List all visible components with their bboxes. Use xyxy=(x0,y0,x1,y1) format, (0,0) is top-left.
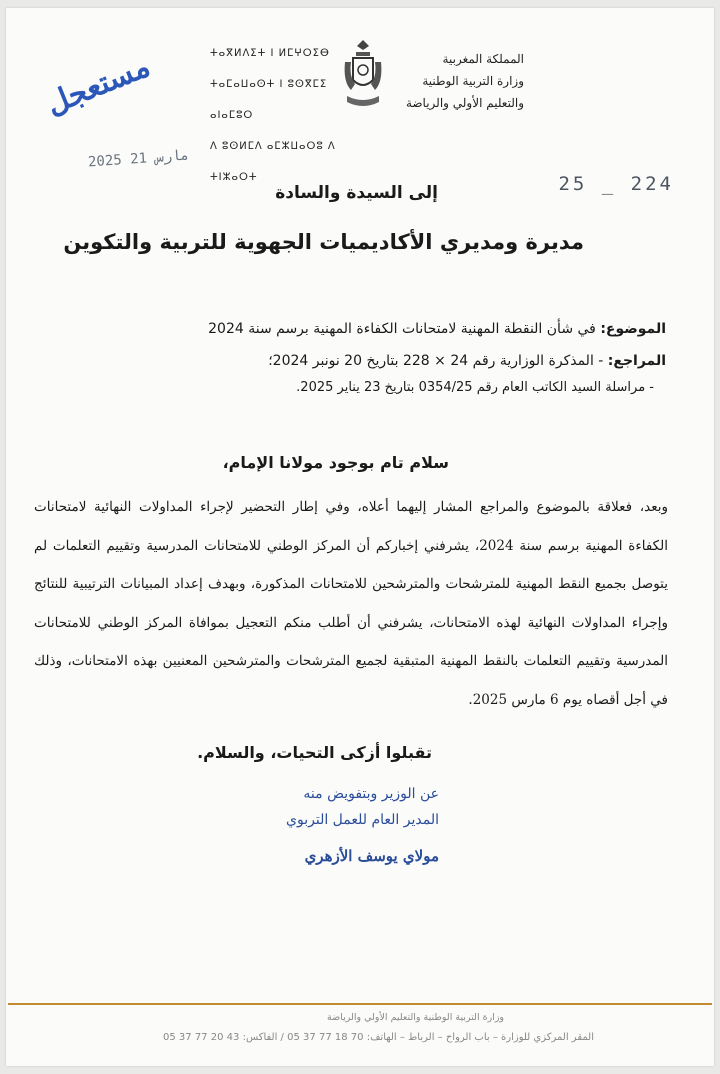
references xyxy=(268,353,666,369)
reference-number: 25 _ 224 xyxy=(558,173,674,195)
header-tifinagh-line: ⴷ ⵓⵙⵍⵎⴷ ⴰⵎⵣⵡⴰⵔⵓ ⴷ ⵜⵏⵣⴰⵔⵜ xyxy=(210,141,336,183)
header-tifinagh-line: ⵜⴰⴳⵍⴷⵉⵜ ⵏ ⵍⵎⵖⵔⵉⴱ xyxy=(210,48,330,59)
header-tifinagh xyxy=(210,38,350,193)
header-arabic-line: وزارة التربية الوطنية xyxy=(422,74,524,88)
footer-address: المقر المركزي للوزارة – باب الرواح – الرباط – الهاتف: 70 18 77 37 05 / الفاكس: 43 20 77 37 05 xyxy=(162,1032,594,1043)
reference-item: - المذكرة الوزارية رقم 24 × 228 بتاريخ 20 نونبر 2024؛ xyxy=(268,353,604,369)
signature-block xyxy=(286,781,439,869)
closing: تقبلوا أزكى التحيات، والسلام. xyxy=(197,743,432,762)
subject xyxy=(208,321,666,337)
signature-line: عن الوزير وبتفويض منه xyxy=(303,786,439,802)
letter-body: وبعد، فعلاقة بالموضوع والمراجع المشار إليهما أعلاه، وفي إطار التحضير لإجراء المداولات النهائية لامتحانات الكفاءة المهنية برسم سنة 2024، يشرفني إخباركم أن المركز الوطني للامتحانات المدرسية وتقييم التعلمات لم يتوصل بجميع النقط المهنية للمترشحات والمترشحين للامتحانات المذكورة، وبهدف إعداد المبيانات الترتيبية للنتائج وإجراء المداولات النهائية لهذه الامتحانات، يشرفني أن أطلب منكم التعجيل بموافاة المركز الوطني للامتحانات المدرسية وتقييم التعلمات بالنقط المهنية المتبقية لجميع المترشحات والمترشحين المعنيين بهذه الامتحانات، وذلك في أجل أقصاه يوم 6 مارس 2025. xyxy=(34,499,668,708)
subject-text: في شأن النقطة المهنية لامتحانات الكفاءة المهنية برسم سنة 2024 xyxy=(208,321,596,337)
urgent-stamp: مستعجل xyxy=(41,48,156,123)
header-arabic-line: المملكة المغربية xyxy=(442,52,524,66)
addressee-line2: مديرة ومديري الأكاديميات الجهوية للتربية والتكوين xyxy=(63,230,584,254)
salutation: سلام تام بوجود مولانا الإمام، xyxy=(222,453,449,472)
footer-ministry: وزارة التربية الوطنية والتعليم الأولي والرياضة xyxy=(327,1012,504,1023)
header-arabic xyxy=(364,48,524,114)
addressee-line1: إلى السيدة والسادة xyxy=(275,183,438,203)
references-label: المراجع: xyxy=(607,353,666,369)
letter-page xyxy=(6,8,714,1066)
signature-name: مولاي يوسف الأزهري xyxy=(304,847,439,865)
signature-title: المدير العام للعمل التربوي xyxy=(286,812,439,828)
reference-item: - مراسلة السيد الكاتب العام رقم 0354/25 بتاريخ 23 يناير 2025. xyxy=(296,380,654,395)
header-tifinagh-line: ⵜⴰⵎⴰⵡⴰⵙⵜ ⵏ ⵓⵙⴳⵎⵉ ⴰⵏⴰⵎⵓⵔ xyxy=(210,79,328,121)
subject-label: الموضوع: xyxy=(600,321,666,337)
footer-divider xyxy=(8,1003,712,1005)
header-arabic-line: والتعليم الأولي والرياضة xyxy=(405,96,524,110)
date-stamp: 2025 مارس 21 xyxy=(87,147,190,171)
